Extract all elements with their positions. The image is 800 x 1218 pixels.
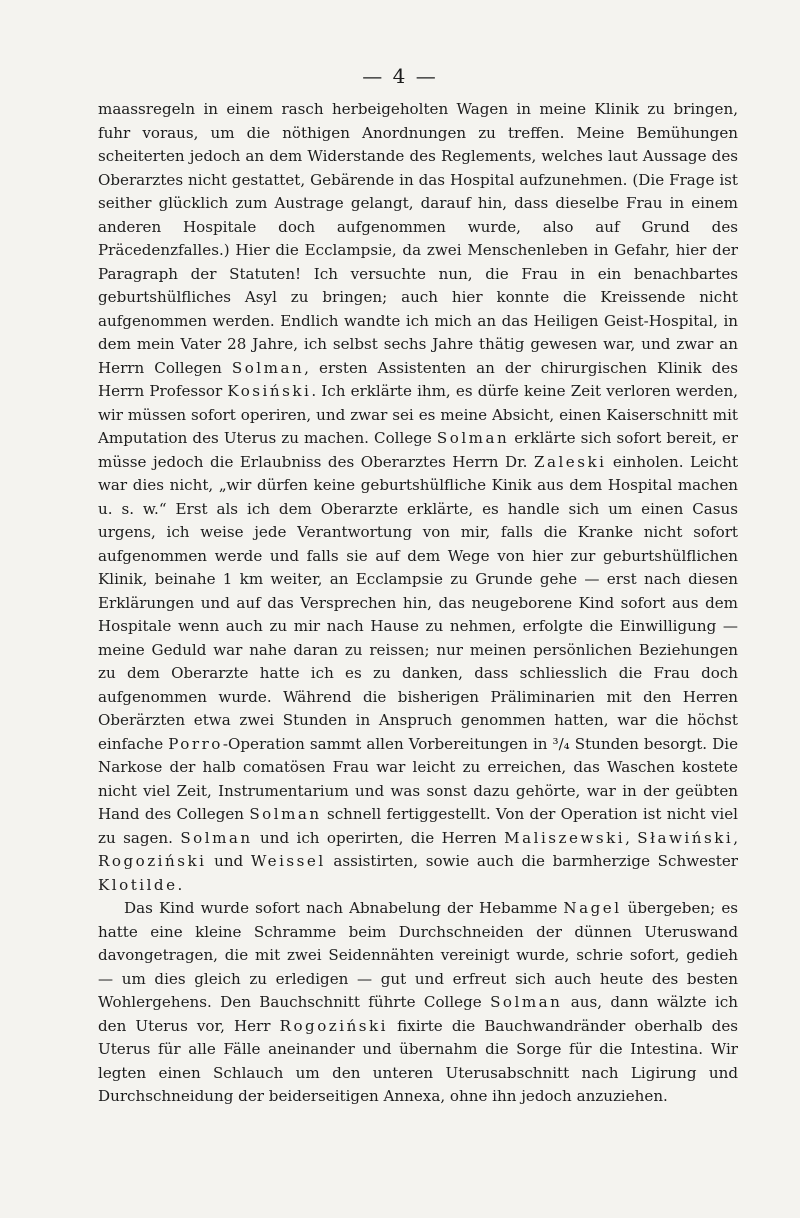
text-run: schnell fertiggestellt. Von der Operation ist nicht viel zu sagen. — [98, 805, 738, 847]
page-number: — 4 — — [362, 64, 438, 88]
person-name: Solman — [231, 358, 305, 377]
person-name: Weissel — [250, 852, 326, 870]
person-name: Rogoziński — [279, 1016, 389, 1035]
person-name: Sławiński — [637, 828, 734, 847]
text-run: übergeben; es hatte eine kleine Schramme beim Durchschneiden der dünnen Uteruswand davongetragen, die mit zwei Seidennähten vereinigt wurde, schrie sofort, gedieh — um dies gleich zu erledigen — gut und erfreut sich auch heute des besten Wohlergehens. Den Bauchschnitt führte College — [98, 899, 739, 1011]
text-run: maassregeln in einem rasch herbeigeholten Wagen in meine Klinik zu bringen, fuhr voraus, um die nöthigen Anordnungen zu treffen. Meine Bemühungen scheiterten jedoch an dem Widerstande des Reglements, welches laut Aussage des Oberarztes nicht gestattet, Gebärende in das Hospital aufzunehmen. (Die Frage ist seither glücklich zum Austrage gelangt, darauf hin, dass dieselbe Frau in einem anderen Hospitale doch aufgenommen wurde, also auf Grund des Präcedenzfalles.) Hier die Ecclampsie, da zwei Menschenleben in Gefahr, hier der Paragraph der Statuten! Ich versuchte nun, die Frau in ein benachbartes geburtshülfliches Asyl zu bringen; auch hier konnte die Kreissende nicht aufgenommen werden. Endlich wandte ich mich an das Heiligen Geist-Hospital, in dem mein Vater 28 Jahre, ich selbst sechs Jahre thätig gewesen war, und zwar an Herrn Collegen — [98, 100, 738, 377]
person-name: Zaleski — [533, 452, 607, 471]
person-name: Nagel — [563, 899, 622, 917]
text-run: einholen. Leicht war dies nicht, „wir dürfen keine geburtshülfliche Kinik aus dem Hospital machen u. s. w.“ Erst als ich dem Oberarzte erklärte, es handle sich um einen Casus urgens, ich weise jede Verantwortung von mir, falls die Kranke nicht sofort aufgenommen werde und falls sie auf dem Wege von hier zur geburtshülflichen Klinik, beinahe 1 km weiter, an Ecclampsie zu Grunde gehe — erst nach diesen Erklärungen und auf das Versprechen hin, das neugeborene Kind sofort aus dem Hospitale wenn auch zu mir nach Hause zu nehmen, erfolgte die Einwilligung — meine Geduld war nahe daran zu reissen; nur meinen persönlichen Beziehungen zu dem Oberarzte hatte ich es zu danken, dass schliesslich die Frau doch aufgenommen wurde. Während die bisherigen Präliminarien mit den Herren Oberärzten etwa zwei Stunden in Anspruch genommen hatten, war die höchst einfache — [98, 452, 739, 753]
person-name: Solman — [249, 805, 322, 823]
person-name: Maliszewski — [504, 828, 626, 847]
paragraph — [98, 897, 738, 1109]
text-run: und ich operirten, die Herren — [252, 828, 505, 847]
person-name: Porro — [168, 734, 223, 753]
person-name: Kosiński — [227, 382, 312, 400]
text-run: -Operation sammt allen Vorbereitungen in ³/₄ Stunden besorgt. Die Narkose der halb comatösen Frau war leicht zu erreichen, das Waschen kostete nicht viel Zeit, Instrumentarium und was sonst dazu gehörte, war in der geübten Hand des Collegen — [98, 734, 738, 823]
person-name: Klotilde — [98, 875, 178, 894]
text-run: . Ich erklärte ihm, es dürfe keine Zeit verloren werden, wir müssen sofort operiren, und zwar sei es meine Absicht, einen Kaiserschnitt mit Amputation des Uterus zu machen. College — [98, 382, 738, 447]
text-run: Das Kind wurde sofort nach Abnabelung der Hebamme — [124, 899, 564, 917]
text-run: , — [625, 828, 638, 847]
text-run: aus, dann wälzte ich den Uterus vor, Herr — [98, 993, 738, 1035]
text-run: und — [206, 852, 251, 870]
text-run: . — [177, 875, 183, 894]
person-name: Solman — [436, 429, 510, 447]
text-run: fixirte die Bauchwandränder oberhalb des Uterus für alle Fälle aneinander und übernahm die Sorge für die Intestina. Wir legten einen Schlauch um den unteren Uterusabschnitt nach Ligirung und Durchschneidung der beiderseitigen Annexa, ohne ihn jedoch anzuziehen. — [98, 1016, 739, 1105]
body-text — [98, 98, 738, 1109]
text-run: , — [733, 828, 738, 847]
person-name: Rogoziński — [98, 852, 207, 870]
text-run: assistirten, sowie auch die barmherzige Schwester — [325, 852, 739, 870]
text-run: erklärte sich sofort bereit, er müsse jedoch die Erlaubniss des Oberarztes Herrn Dr. — [98, 429, 738, 471]
person-name: Solman — [180, 828, 253, 847]
person-name: Solman — [490, 993, 563, 1011]
text-run: , ersten Assistenten an der chirurgischen Klinik des Herrn Professor — [98, 358, 738, 400]
paragraph — [98, 98, 738, 897]
